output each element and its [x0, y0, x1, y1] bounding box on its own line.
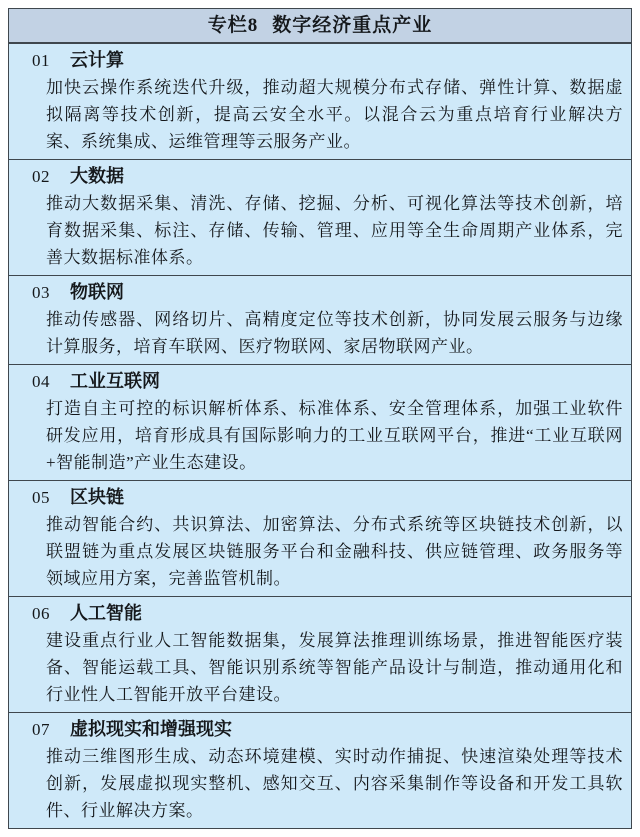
section-title: 物联网 [70, 282, 124, 302]
section-row-blockchain [9, 481, 631, 597]
section-title: 人工智能 [70, 603, 142, 623]
box-header [9, 9, 631, 44]
box-table [8, 8, 632, 829]
section-body: 推动智能合约、共识算法、加密算法、分布式系统等区块链技术创新，以联盟链为重点发展区块链服务平台和金融科技、供应链管理、政务服务等领域应用方案，完善监管机制。 [46, 515, 623, 588]
section-body: 建设重点行业人工智能数据集，发展算法推理训练场景，推进智能医疗装备、智能运载工具、智能识别系统等智能产品设计与制造，推动通用化和行业性人工智能开放平台建设。 [46, 631, 623, 704]
section-number: 03 [32, 283, 50, 302]
box-label: 专栏8 [207, 15, 259, 36]
section-row-vr-ar [9, 713, 631, 828]
section-row-industrial-internet [9, 365, 631, 481]
section-heading [32, 716, 623, 743]
section-title: 云计算 [70, 50, 124, 70]
section-body: 推动传感器、网络切片、高精度定位等技术创新，协同发展云服务与边缘计算服务，培育车联网、医疗物联网、家居物联网产业。 [46, 310, 623, 356]
section-number: 05 [32, 488, 50, 507]
section-heading [32, 484, 623, 511]
section-row-iot [9, 276, 631, 365]
box-title: 数字经济重点产业 [272, 15, 433, 36]
section-number: 01 [32, 51, 50, 70]
section-body: 打造自主可控的标识解析体系、标准体系、安全管理体系，加强工业软件研发应用，培育形成具有国际影响力的工业互联网平台，推进“工业互联网+智能制造”产业生态建设。 [46, 399, 623, 472]
section-body: 推动三维图形生成、动态环境建模、实时动作捕捉、快速渲染处理等技术创新，发展虚拟现实整机、感知交互、内容采集制作等设备和开发工具软件、行业解决方案。 [46, 747, 623, 820]
section-number: 07 [32, 720, 50, 739]
section-title: 区块链 [70, 487, 124, 507]
section-number: 04 [32, 372, 50, 391]
section-heading [32, 47, 623, 74]
section-heading [32, 163, 623, 190]
section-heading [32, 600, 623, 627]
section-heading [32, 368, 623, 395]
section-title: 工业互联网 [70, 371, 160, 391]
section-number: 06 [32, 604, 50, 623]
section-body: 推动大数据采集、清洗、存储、挖掘、分析、可视化算法等技术创新，培育数据采集、标注、存储、传输、管理、应用等全生命周期产业体系，完善大数据标准体系。 [46, 194, 623, 267]
section-title: 虚拟现实和增强现实 [70, 719, 232, 739]
section-row-big-data [9, 160, 631, 276]
section-title: 大数据 [70, 166, 124, 186]
section-body: 加快云操作系统迭代升级，推动超大规模分布式存储、弹性计算、数据虚拟隔离等技术创新，提高云安全水平。以混合云为重点培育行业解决方案、系统集成、运维管理等云服务产业。 [46, 78, 623, 151]
section-heading [32, 279, 623, 306]
section-row-cloud-computing [9, 44, 631, 160]
section-row-ai [9, 597, 631, 713]
section-number: 02 [32, 167, 50, 186]
